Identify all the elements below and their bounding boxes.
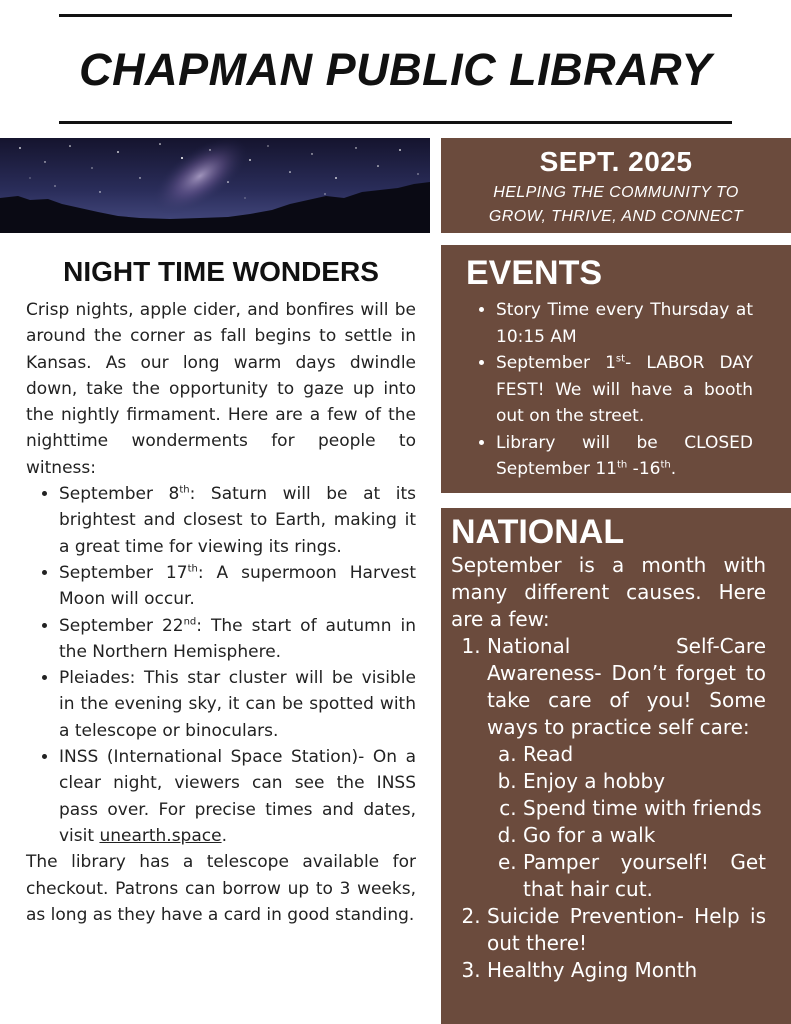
tagline-line-2: GROW, THRIVE, AND CONNECT <box>488 208 744 225</box>
events-heading: EVENTS <box>466 254 603 292</box>
top-rule <box>59 14 732 17</box>
night-intro: Crisp nights, apple cider, and bonfires will be around the corner as fall begins to settle in Kansas. As our long warm days dwindle down, take the opportunity to gaze up into the nightly firmament. Here are a few of the nighttime wonderments for people to witness: <box>26 300 416 478</box>
tagline-line-1: HELPING THE COMMUNITY TO <box>493 184 739 201</box>
night-list <box>26 481 416 849</box>
national-heading: NATIONAL <box>451 513 625 551</box>
self-care-item: c. Spend time with friends <box>523 795 766 822</box>
date-banner <box>441 138 791 233</box>
events-section <box>441 245 791 493</box>
night-item-supermoon: • September 17th: A supermoon Harvest Moon will occur. <box>59 560 416 613</box>
national-item-self-care: 1. National Self-Care Awareness- Don’t forget to take care of you! Some ways to practice self care: a. Read b. Enjoy a hobby c. Spend time with friends d. Go for a walk e. Pamper yourself! Get that hair cut. <box>487 633 766 903</box>
event-labor-day: • September 1st- LABOR DAY FEST! We will have a booth out on the street. <box>496 350 753 430</box>
national-list <box>451 633 766 984</box>
night-outro: The library has a telescope available for checkout. Patrons can borrow up to 3 weeks, as long as they have a card in good standing. <box>26 852 416 925</box>
night-heading: NIGHT TIME WONDERS <box>63 256 379 287</box>
night-item-saturn: • September 8th: Saturn will be at its brightest and closest to Earth, making it a great time for viewing its rings. <box>59 481 416 560</box>
event-closed: • Library will be CLOSED September 11th -16th. <box>496 430 753 483</box>
event-story-time: • Story Time every Thursday at 10:15 AM <box>496 297 753 350</box>
self-care-list <box>487 741 766 903</box>
tagline <box>441 181 791 229</box>
unearth-link[interactable]: unearth.space <box>99 825 222 846</box>
self-care-item: b. Enjoy a hobby <box>523 768 766 795</box>
night-item-inss: • INSS (International Space Station)- On a clear night, viewers can see the INSS pass over. For precise times and dates, visit unearth.space. <box>59 744 416 849</box>
page-title: CHAPMAN PUBLIC LIBRARY <box>79 44 712 95</box>
events-list <box>441 297 753 483</box>
self-care-item: e. Pamper yourself! Get that hair cut. <box>523 849 766 903</box>
self-care-item: d. Go for a walk <box>523 822 766 849</box>
self-care-item: a. Read <box>523 741 766 768</box>
title-rule <box>59 121 732 124</box>
issue-date: SEPT. 2025 <box>539 146 693 177</box>
national-intro: September is a month with many different causes. Here are a few: <box>451 553 766 631</box>
night-sky-image <box>0 138 430 233</box>
night-time-wonders-section <box>26 252 416 928</box>
national-section <box>441 508 791 1024</box>
night-item-autumn: • September 22nd: The start of autumn in the Northern Hemisphere. <box>59 613 416 666</box>
national-item-suicide-prevention: 2. Suicide Prevention- Help is out there! <box>487 903 766 957</box>
national-item-healthy-aging: 3. Healthy Aging Month <box>487 957 766 984</box>
night-item-pleiades: • Pleiades: This star cluster will be visible in the evening sky, it can be spotted with a telescope or binoculars. <box>59 665 416 744</box>
